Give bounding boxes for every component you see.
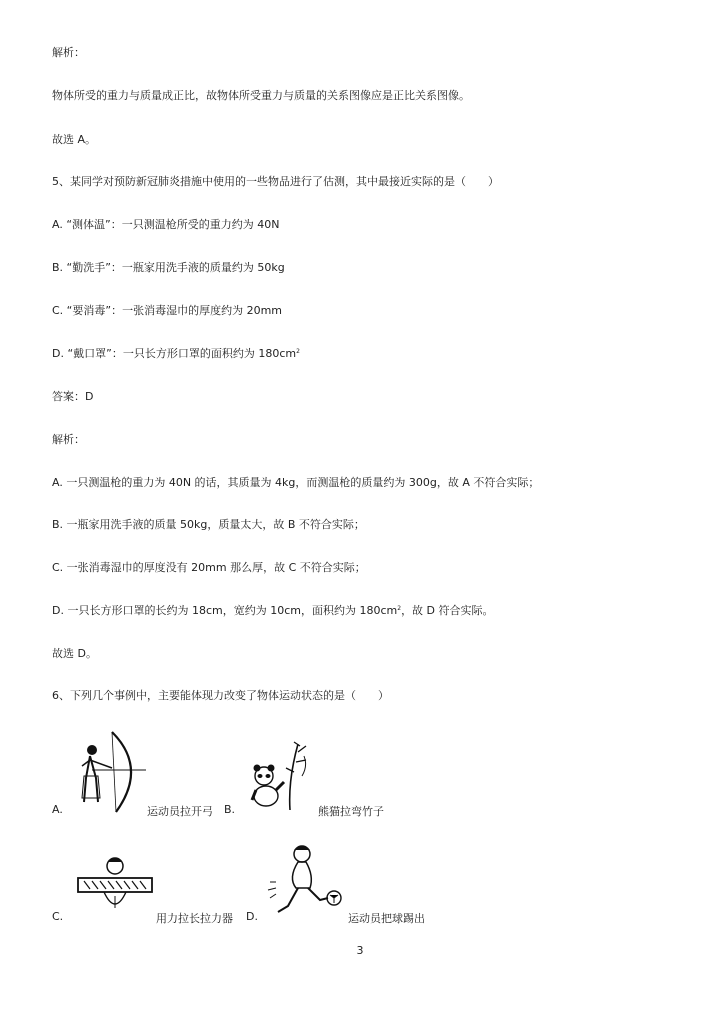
q5-option-a: A. “测体温”：一只测温枪所受的重力约为 40N (52, 218, 280, 231)
q5-analysis-a: A. 一只测温枪的重力为 40N 的话，其质量为 4kg，而测温枪的质量约为 300g，故 A 不符合实际； (52, 476, 540, 489)
q5-analysis-d-sup: 2 (397, 605, 402, 612)
q5-analysis-b: B. 一瓶家用洗手液的质量 50kg，质量太大，故 B 不符合实际； (52, 518, 365, 531)
q6-caption-a: 运动员拉开弓 (147, 805, 213, 818)
q6-caption-d: 运动员把球踢出 (348, 912, 425, 925)
q6-caption-c: 用力拉长拉力器 (156, 912, 233, 925)
q5-stem: 5、某同学对预防新冠肺炎措施中使用的一些物品进行了估测，其中最接近实际的是（ ） (52, 175, 499, 188)
q5-analysis-d-pre: D. 一只长方形口罩的长约为 18cm，宽约为 10cm，面积约为 180cm (52, 604, 398, 617)
q5-analysis-d (52, 604, 494, 618)
q5-option-d-sup: 2 (296, 348, 300, 355)
choice-text: 故选 A。 (52, 133, 97, 146)
q6-caption-b: 熊猫拉弯竹子 (318, 805, 384, 818)
analysis-text: 物体所受的重力与质量成正比，故物体所受重力与质量的关系图像应是正比关系图像。 (52, 89, 470, 102)
q5-analysis-label: 解析： (52, 433, 85, 446)
q5-choice: 故选 D。 (52, 647, 97, 660)
q5-option-b: B. “勤洗手”：一瓶家用洗手液的质量约为 50kg (52, 261, 285, 274)
q5-option-d-text: D. “戴口罩”：一只长方形口罩的面积约为 180cm (52, 347, 297, 360)
page-number: 3 (356, 944, 364, 957)
q5-analysis-c: C. 一张消毒湿巾的厚度没有 20mm 那么厚，故 C 不符合实际； (52, 561, 366, 574)
q5-answer: 答案：D (52, 390, 94, 403)
q6-label-d: D. (246, 910, 258, 923)
q5-option-d (52, 347, 300, 361)
q5-analysis-d-post: ，故 D 符合实际。 (401, 604, 494, 617)
q6-label-a: A. (52, 803, 63, 816)
q6-stem: 6、下列几个事例中，主要能体现力改变了物体运动状态的是（ ） (52, 689, 389, 702)
chest-expander-image (74, 852, 156, 918)
q6-label-b: B. (224, 803, 236, 816)
soccer-kick-image (266, 842, 346, 918)
q5-option-c: C. “要消毒”：一张消毒湿巾的厚度约为 20mm (52, 304, 282, 317)
q6-label-c: C. (52, 910, 64, 923)
archer-image (72, 728, 152, 814)
panda-bamboo-image (248, 740, 312, 812)
analysis-label: 解析： (52, 46, 85, 59)
